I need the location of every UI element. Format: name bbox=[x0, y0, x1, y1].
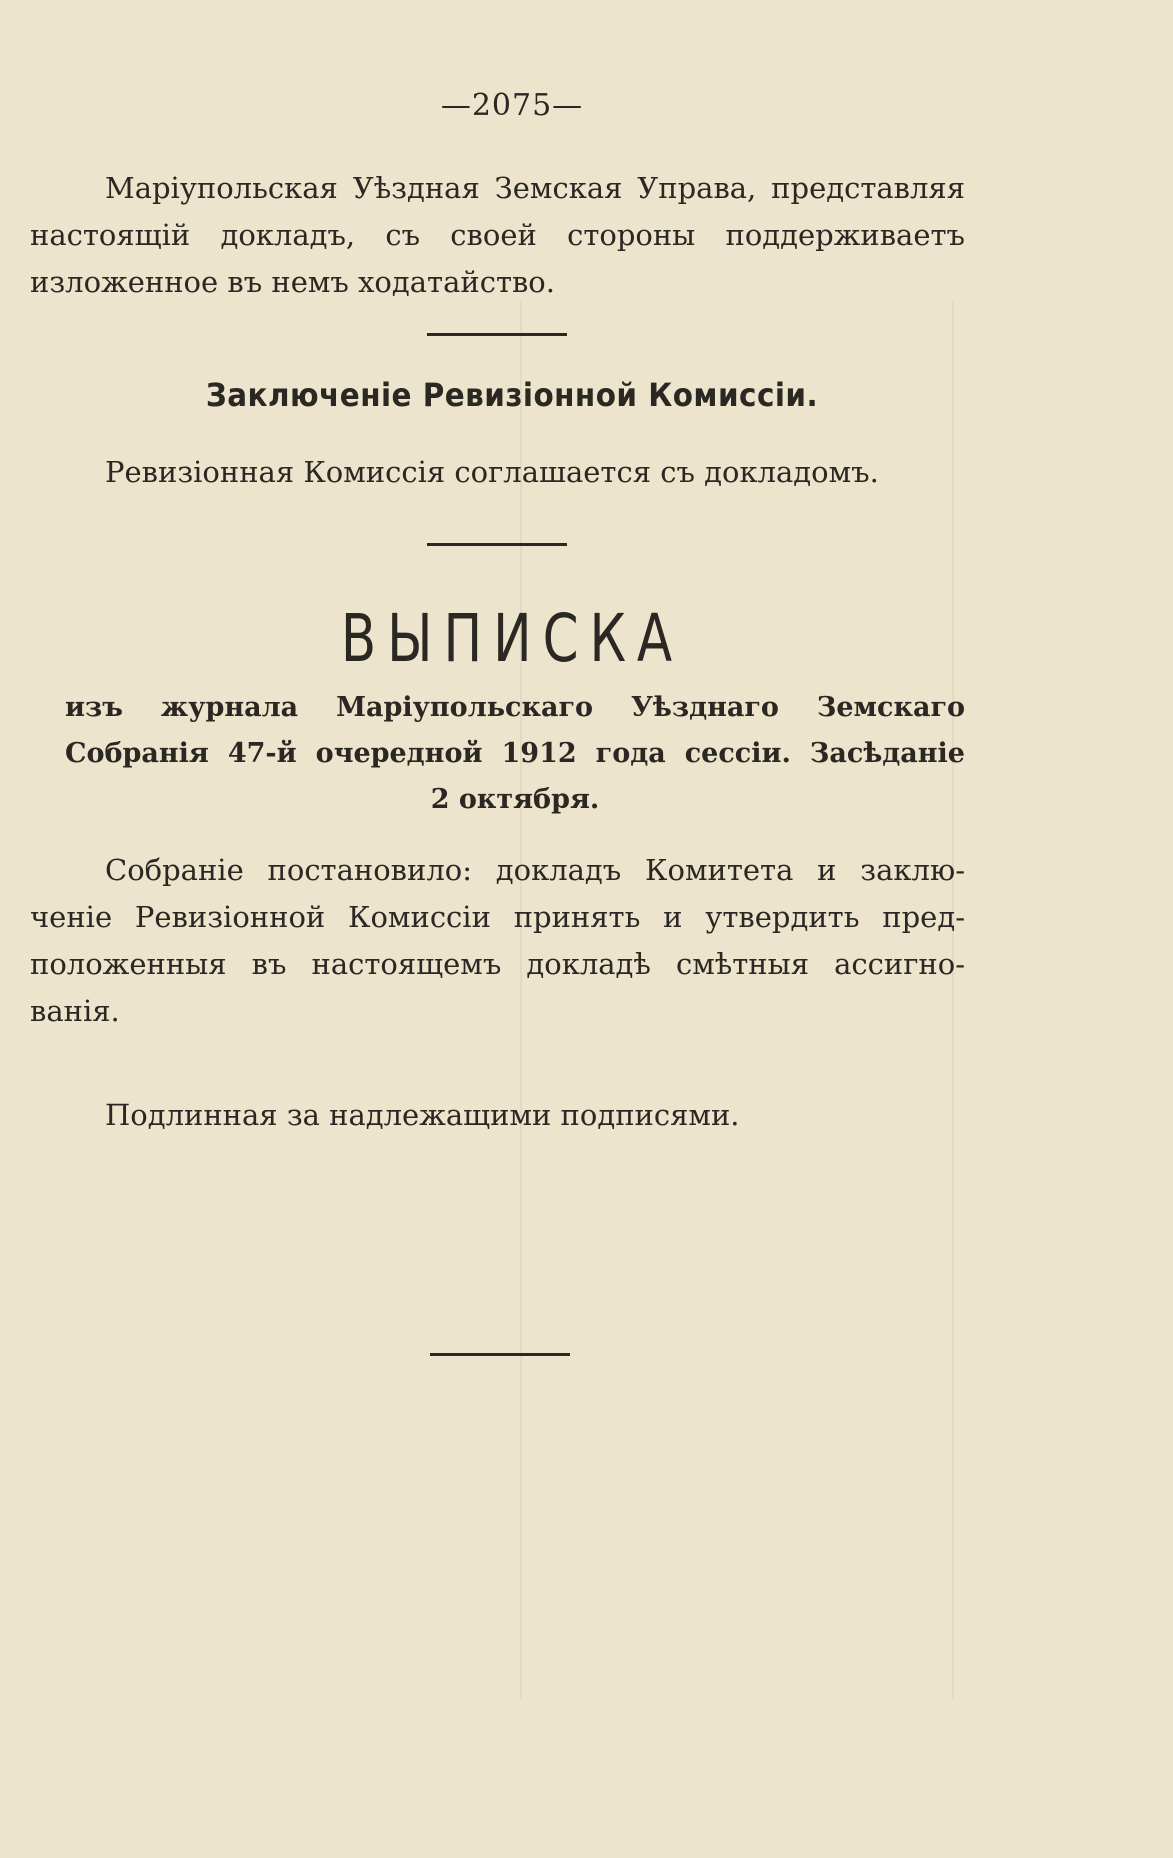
signature-note: Подлинная за надлежащими подписями. bbox=[105, 1098, 740, 1132]
intro-line-2: настоящій докладъ, съ своей стороны поддерживаетъ bbox=[30, 218, 965, 252]
resolution-line-3: положенныя въ настоящемъ докладѣ смѣтныя ассигно- bbox=[30, 947, 965, 981]
page-number: —2075— bbox=[440, 88, 584, 123]
extract-subtitle bbox=[65, 685, 965, 823]
resolution-line-2: ченіе Ревизіонной Комиссіи принять и утвердить пред- bbox=[30, 900, 965, 934]
extract-subtitle-line-2: Собранія 47-й очередной 1912 года сессіи. Засѣданіе bbox=[65, 738, 965, 769]
resolution-paragraph bbox=[30, 847, 965, 1035]
resolution-line-1: Собраніе постановило: докладъ Комитета и заклю- bbox=[105, 853, 965, 887]
divider-rule-2 bbox=[427, 543, 567, 546]
divider-rule-3 bbox=[430, 1353, 570, 1356]
extract-subtitle-line-1: изъ журнала Маріупольскаго Уѣзднаго Земскаго bbox=[65, 692, 965, 723]
extract-title: ВЫПИСКА bbox=[340, 600, 684, 677]
intro-line-3: изложенное въ немъ ходатайство. bbox=[30, 265, 555, 299]
divider-rule-1 bbox=[427, 333, 567, 336]
resolution-line-4: ванія. bbox=[30, 994, 120, 1028]
intro-line-1: Маріупольская Уѣздная Земская Управа, представляя bbox=[105, 171, 965, 205]
commission-text: Ревизіонная Комиссія соглашается съ докладомъ. bbox=[105, 455, 879, 489]
extract-subtitle-line-3: 2 октября. bbox=[430, 784, 600, 815]
section-heading: Заключеніе Ревизіонной Комиссіи. bbox=[205, 376, 819, 414]
intro-paragraph bbox=[30, 165, 965, 306]
